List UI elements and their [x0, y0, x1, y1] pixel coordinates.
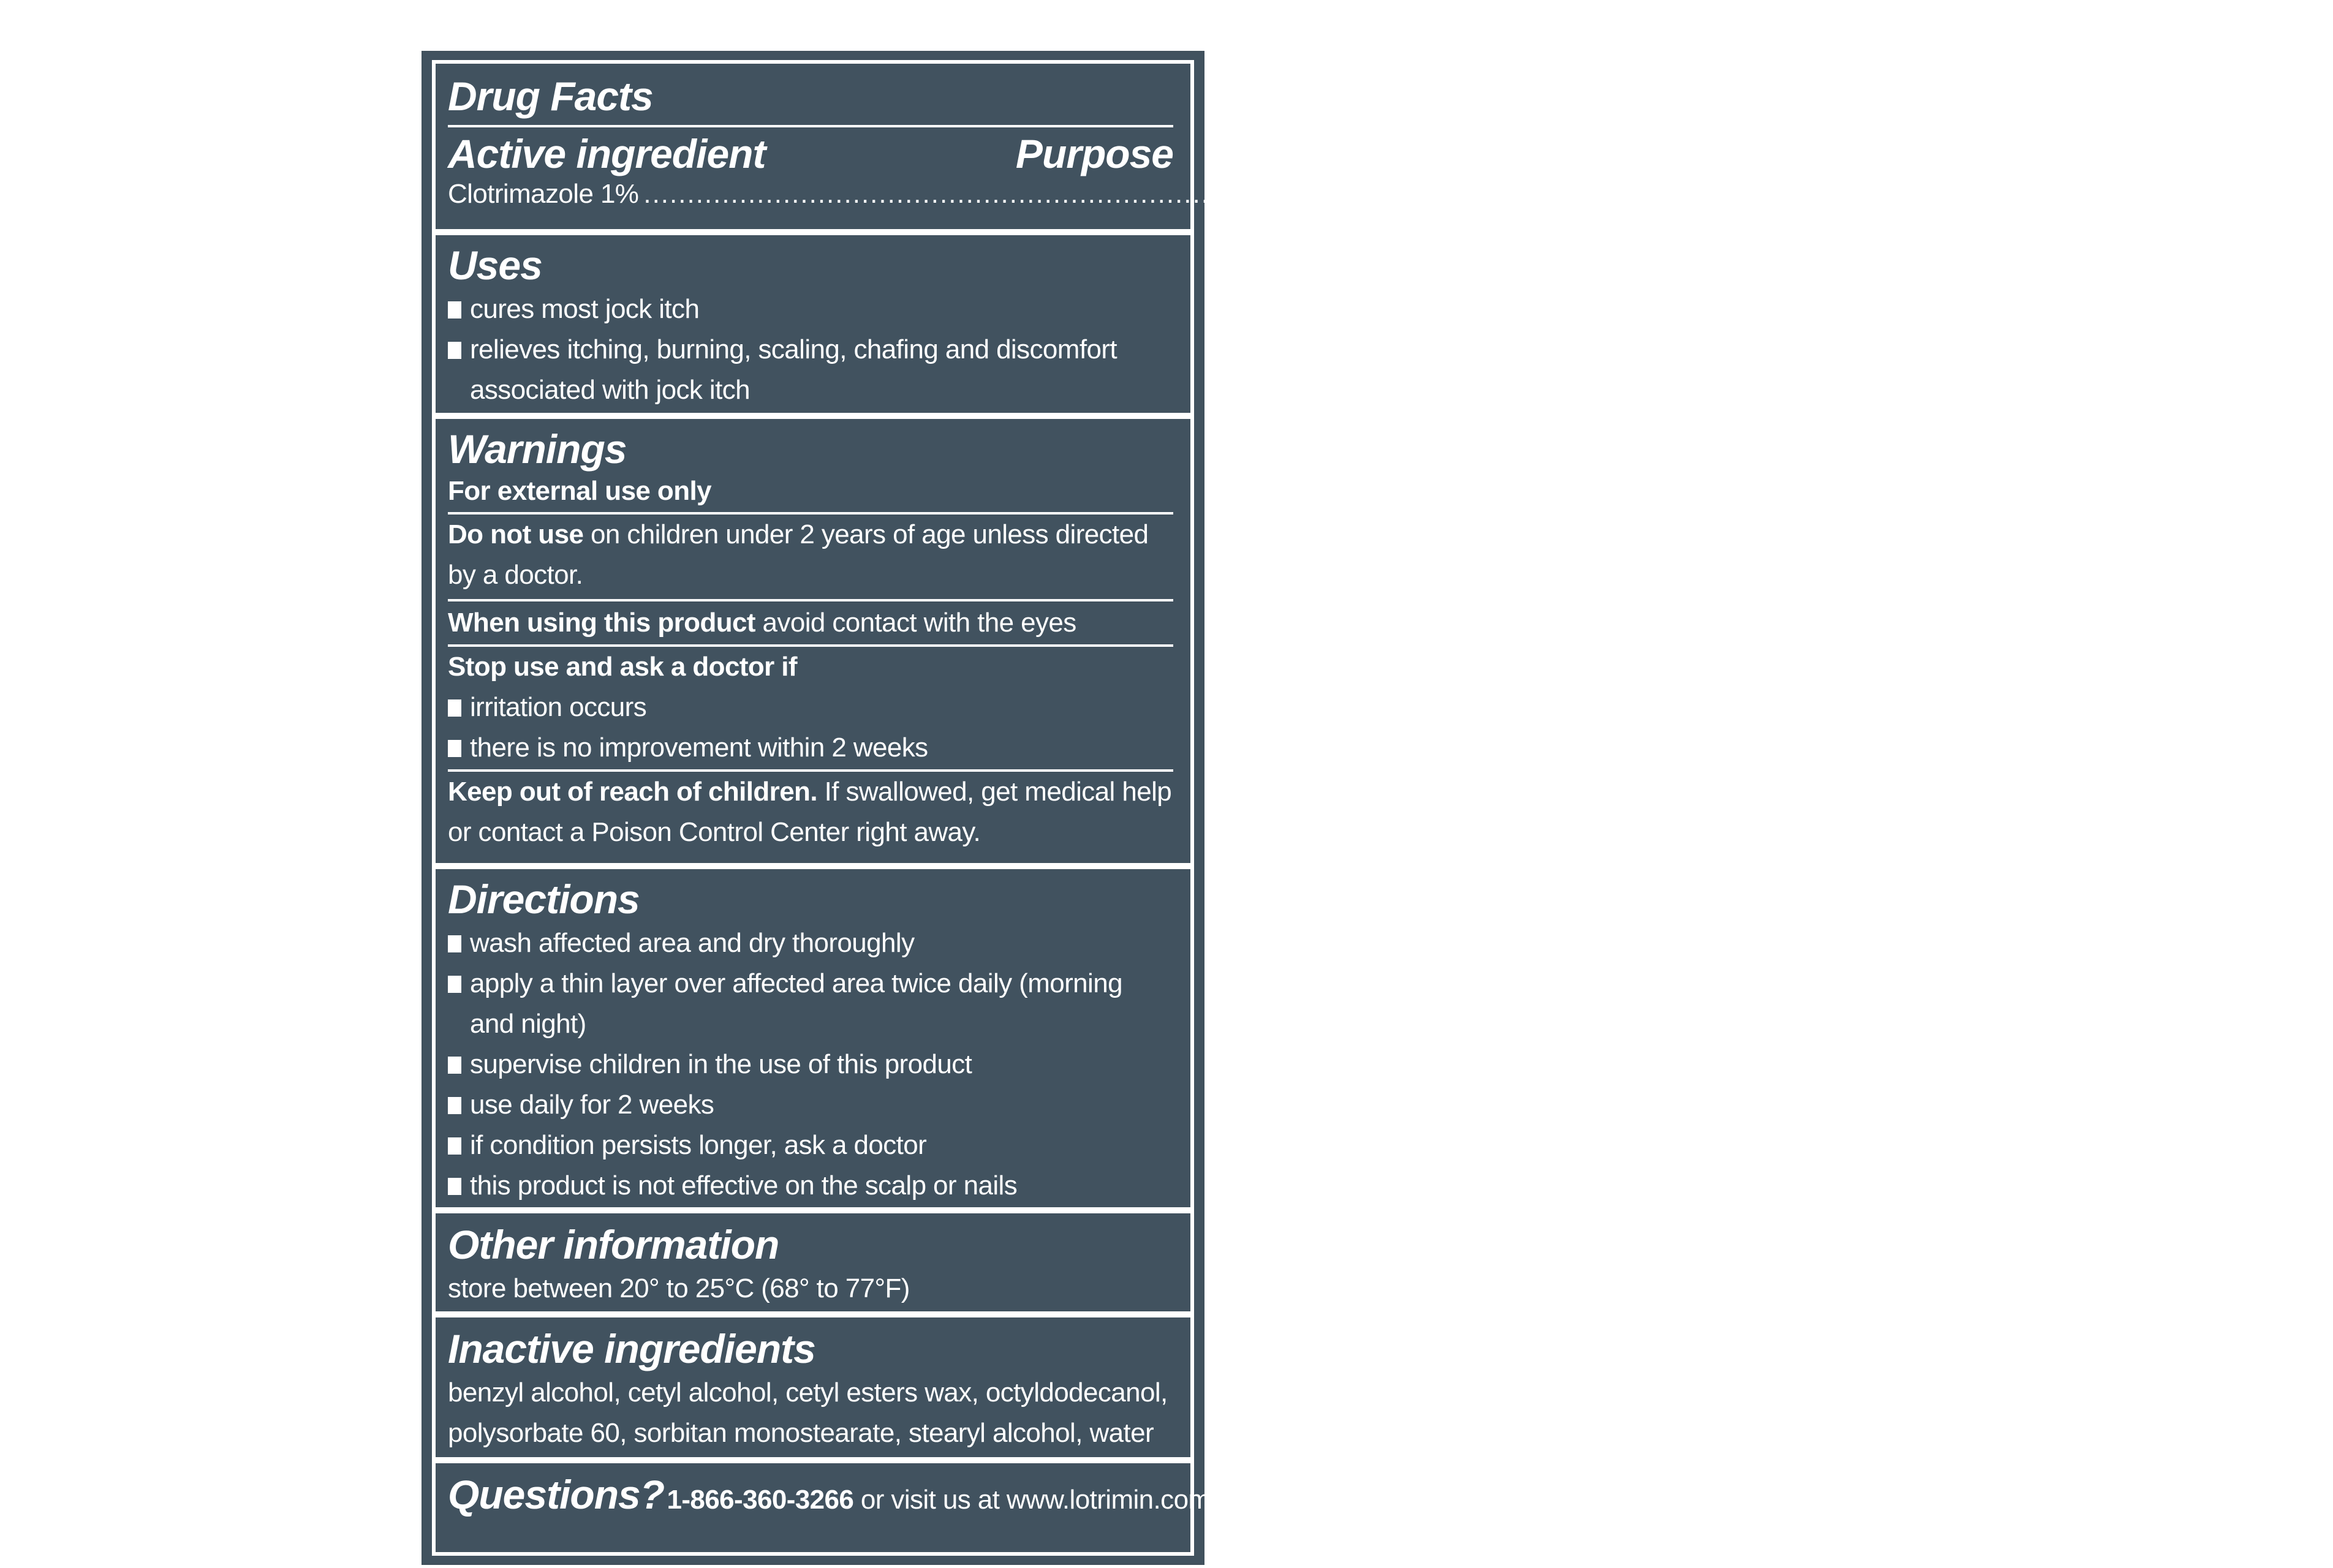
other-information-heading: Other information — [448, 1222, 779, 1267]
drug-facts-title: Drug Facts — [448, 74, 653, 119]
other-information-text: store between 20° to 25°C (68° to 77°F) — [448, 1273, 910, 1303]
when-using-label: When using this product — [448, 608, 755, 638]
uses-heading: Uses — [448, 243, 542, 288]
drug-facts-label — [422, 51, 2333, 1565]
dot-leader: .................................................................................................................................................................................... — [643, 179, 2212, 209]
stop-use-heading: Stop use and ask a doctor if — [448, 652, 797, 682]
stop-use-item — [448, 687, 1173, 728]
bullet-square — [448, 342, 461, 359]
bullet-square — [448, 1178, 461, 1195]
other-information-section — [436, 1213, 1190, 1311]
directions-item-text: apply a thin layer over affected area twice daily (morning and night) — [470, 968, 1122, 1039]
questions-line — [448, 1471, 1211, 1520]
directions-item-text: wash affected area and dry thoroughly — [470, 928, 915, 958]
active-ingredient-heading: Active ingredient — [448, 131, 766, 176]
bullet-square — [448, 1137, 461, 1155]
active-heading-row — [448, 130, 1173, 178]
uses-item — [448, 289, 1173, 330]
drug-facts-frame — [432, 60, 2333, 1556]
keep-out-paragraph — [448, 772, 1173, 853]
do-not-use-paragraph — [448, 514, 1173, 595]
bullet-square — [448, 935, 461, 952]
keep-out-text: If swallowed, get medical help or contact a Poison Control Center right away. — [448, 777, 1172, 847]
stop-use-item-text: there is no improvement within 2 weeks — [470, 733, 928, 763]
active-ingredient-name: Clotrimazole 1% — [448, 179, 639, 209]
directions-item-text: supervise children in the use of this product — [470, 1049, 972, 1079]
bullet-square — [448, 699, 461, 717]
external-use-text: For external use only — [448, 476, 711, 506]
warnings-section — [436, 419, 1190, 863]
inactive-ingredients-text: benzyl alcohol, cetyl alcohol, cetyl esters wax, octyldodecanol, polysorbate 60, sorbitan monostearate, stearyl alcohol, water — [448, 1378, 1168, 1448]
uses-item-text: relieves itching, burning, scaling, chafing and discomfort associated with jock itch — [470, 334, 1117, 405]
active-ingredient-section — [436, 64, 2333, 229]
inactive-ingredients-heading: Inactive ingredients — [448, 1326, 815, 1371]
directions-item-text: if condition persists longer, ask a doctor — [470, 1130, 927, 1160]
stop-use-item — [448, 728, 1173, 768]
keep-out-label: Keep out of reach of children. — [448, 777, 817, 807]
stop-use-item-text: irritation occurs — [470, 692, 647, 722]
when-using-text: avoid contact with the eyes — [755, 608, 1076, 638]
directions-item — [448, 923, 1173, 963]
purpose-heading: Purpose — [1015, 131, 1173, 176]
directions-item — [448, 1085, 1173, 1125]
directions-item — [448, 1044, 1173, 1085]
questions-heading: Questions? — [448, 1472, 665, 1517]
do-not-use-text: on children under 2 years of age unless directed by a doctor. — [448, 519, 1149, 590]
directions-item — [448, 963, 1173, 1044]
questions-phone: 1-866-360-3266 — [667, 1485, 854, 1515]
bullet-square — [448, 1097, 461, 1114]
questions-text: or visit us at www.lotrimin.com — [853, 1485, 1211, 1515]
do-not-use-label: Do not use — [448, 519, 584, 549]
bullet-square — [448, 740, 461, 757]
bullet-square — [448, 976, 461, 993]
directions-item-text: this product is not effective on the scalp or nails — [470, 1170, 1018, 1200]
directions-item-text: use daily for 2 weeks — [470, 1090, 714, 1120]
inactive-ingredients-section — [436, 1317, 1190, 1457]
directions-heading: Directions — [448, 876, 640, 922]
uses-section — [436, 235, 1190, 413]
bullet-square — [448, 301, 461, 318]
directions-section — [436, 869, 1190, 1207]
questions-section — [436, 1463, 1211, 1552]
bullet-square — [448, 1057, 461, 1074]
purpose-value: Antifungal — [2217, 179, 2333, 209]
active-ingredient-row — [448, 178, 2333, 211]
warnings-heading: Warnings — [448, 426, 627, 472]
uses-item-text: cures most jock itch — [470, 294, 700, 324]
directions-item — [448, 1125, 1173, 1166]
directions-item — [448, 1166, 1173, 1206]
when-using-paragraph — [448, 601, 1173, 644]
uses-item — [448, 330, 1173, 410]
title-rule — [448, 125, 1173, 127]
